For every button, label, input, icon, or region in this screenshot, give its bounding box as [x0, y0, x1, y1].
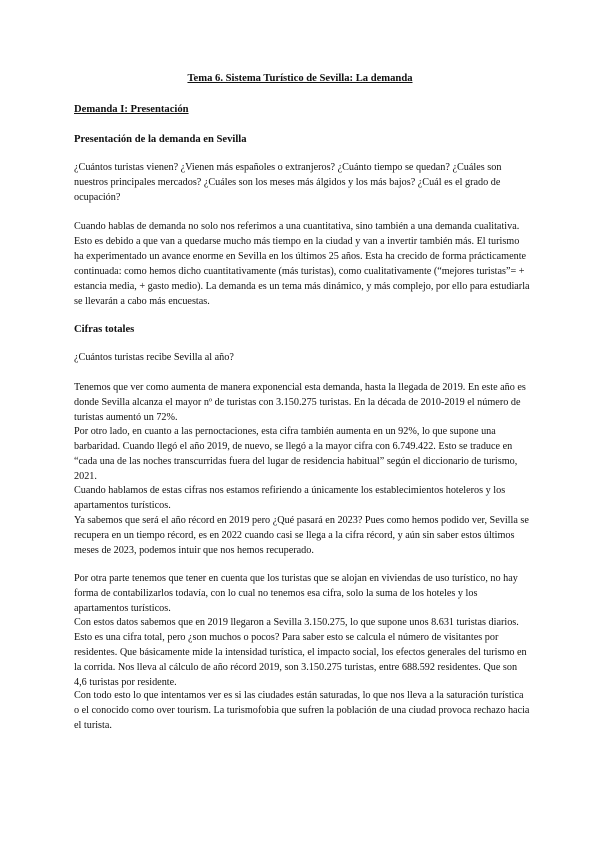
- paragraph-question-turistas: ¿Cuántos turistas recibe Sevilla al año?: [74, 352, 234, 363]
- section-heading-demanda: Demanda I: Presentación: [74, 104, 189, 115]
- paragraph-pernoctaciones: Por otro lado, en cuanto a las pernoctaciones, esta cifra también aumenta en un 92%, lo que supone una barbaridad. Cuando llegó el año 2019, de nuevo, se llegó a la mayor cifra con 6.749.422. Esto se traduce en “cada una de las noches transcurridas fuera del lugar de residencia habitual” según el diccionario de turismo, 2021.: [74, 426, 518, 482]
- paragraph-questions-intro: ¿Cuántos turistas vienen? ¿Vienen más españoles o extranjeros? ¿Cuánto tiempo se quedan? ¿Cuáles son nuestros principales mercados? ¿Cuáles son los meses más álgidos y los más bajos? ¿Cuál es el grado de ocupación?: [74, 162, 502, 203]
- subsection-heading-cifras: Cifras totales: [74, 324, 135, 335]
- paragraph-establecimientos: Cuando hablamos de estas cifras nos estamos refiriendo a únicamente los establecimientos hoteleros y los apartamentos turísticos.: [74, 485, 506, 511]
- subsection-heading-presentacion: Presentación de la demanda en Sevilla: [74, 134, 247, 145]
- paragraph-viviendas: Por otra parte tenemos que tener en cuenta que los turistas que se alojan en viviendas de uso turístico, no hay forma de contabilizarlos todavía, con lo cual no tenemos esa cifra, solo la suma de los hoteles y los apartamentos turísticos.: [74, 573, 518, 614]
- paragraph-crecimiento: Tenemos que ver como aumenta de manera exponencial esta demanda, hasta la llegada de 2019. En este año es donde Sevilla alcanza el mayor nº de turistas con 3.150.275 turistas. En la década de 2010-2019 el número de turistas aumentó un 72%.: [74, 382, 526, 423]
- paragraph-datos: Con estos datos sabemos que en 2019 llegaron a Sevilla 3.150.275, lo que supone unos 8.631 turistas diarios. Esto es una cifra total, pero ¿son muchos o pocos? Para saber esto se calcula el número de visitantes por residentes. Que básicamente mide la intensidad turística, el impacto social, los efectos generales del turismo en la corrida. Nos lleva al cálculo de año récord 2019, son 3.150.275 turistas, entre 688.592 residentes. Que son 4,6 turistas por residente.: [74, 617, 527, 688]
- paragraph-saturacion: Con todo esto lo que intentamos ver es si las ciudades están saturadas, lo que nos lleva a la saturación turística o el conocido como over tourism. La turismofobia que sufren la población de una ciudad provoca rechazo hacia el turista.: [74, 690, 530, 731]
- document-title: Tema 6. Sistema Turístico de Sevilla: La demanda: [187, 73, 413, 84]
- paragraph-record: Ya sabemos que será el año récord en 2019 pero ¿Qué pasará en 2023? Pues como hemos podido ver, Sevilla se recupera en un tiempo récord, es en 2022 cuando casi se llega a la cifra récord, y aún sin saber estos últimos meses de 2023, podemos intuir que nos hemos recuperado.: [74, 515, 529, 556]
- paragraph-demanda: Cuando hablas de demanda no solo nos referimos a una cuantitativa, sino también a una demanda cualitativa. Esto es debido a que van a quedarse mucho más tiempo en la ciudad y van a invertir también más. El turismo ha experimentado un avance enorme en Sevilla en los últimos 25 años. Esta ha crecido de forma prácticamente continuada: como hemos dicho cuantitativamente (más turistas), como cualitativamente (“mejores turistas”= + estancia media, + gasto medio). La demanda es un tema más dinámico, y más complejo, por ello para estudiarla se llevarán a cabo más encuestas.: [74, 221, 530, 307]
